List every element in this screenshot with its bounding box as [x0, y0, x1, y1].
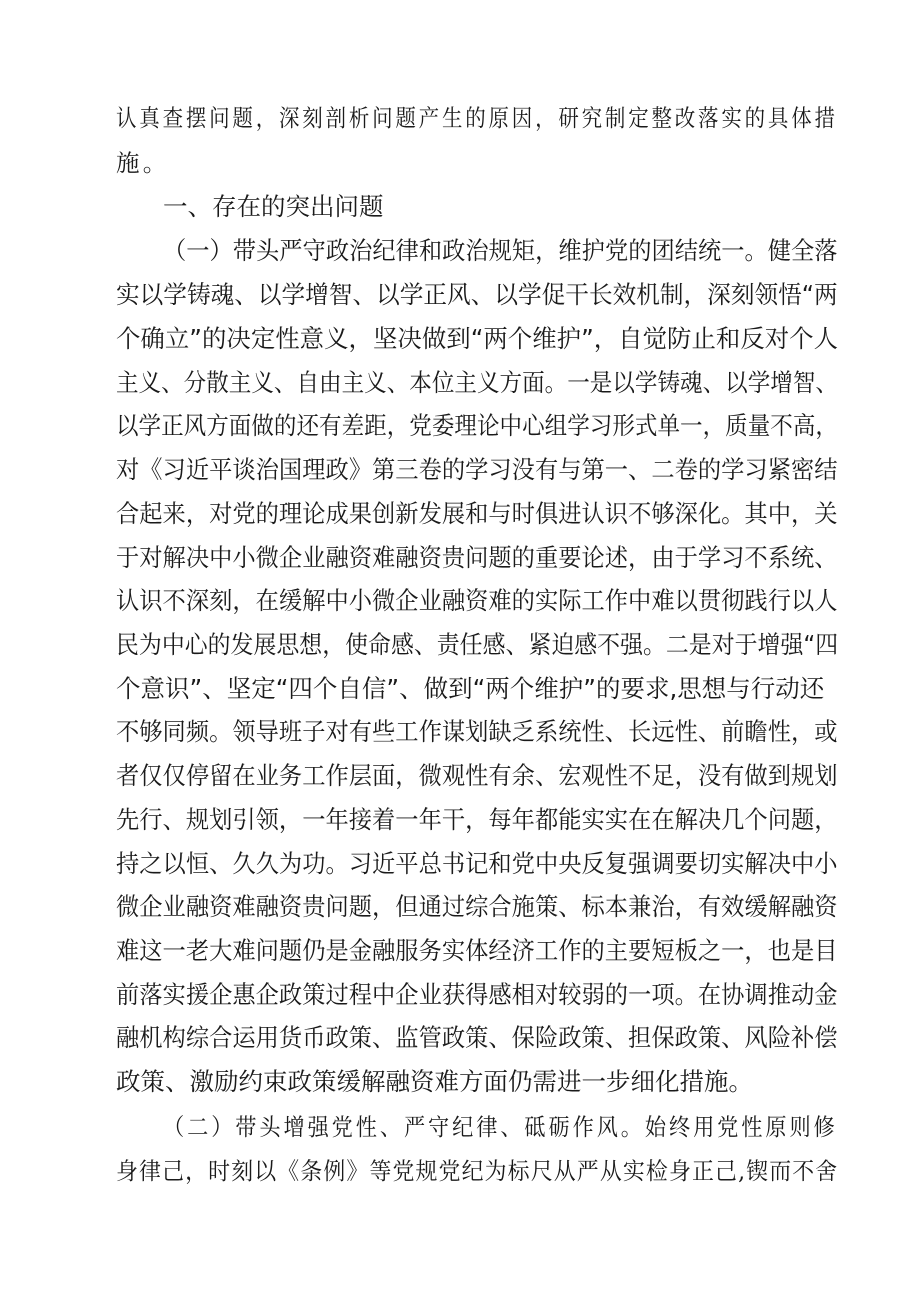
section1-line: 个确立”的决定性意义，坚决做到“两个维护”，自觉防止和反对个人 — [116, 324, 839, 353]
section1-line: 先行、规划引领，一年接着一年干，每年都能实实在在解决几个问题， — [116, 805, 838, 834]
section1-line: 者仅仅停留在业务工作层面，微观性有余、宏观性不足，没有做到规划 — [116, 761, 838, 790]
section1-line: 实以学铸魂、以学增智、以学正风、以学促干长效机制，深刻领悟“两 — [116, 280, 838, 309]
section2-line-1: （二）带头增强党性、严守纪律、砥砺作风。始终用党性原则修 — [163, 1113, 838, 1141]
section1-line: 于对解决中小微企业融资难融资贵问题的重要论述，由于学习不系统、 — [116, 543, 838, 572]
section1-line: 以学正风方面做的还有差距，党委理论中心组学习形式单一，质量不高， — [116, 411, 838, 440]
section1-line: 合起来，对党的理论成果创新发展和与时俱进认识不够深化。其中，关 — [116, 499, 838, 528]
intro-line-2: 施。 — [116, 149, 170, 177]
section1-line: 持之以恒、久久为功。习近平总书记和党中央反复强调要切实解决中小 — [116, 849, 838, 878]
section1-line: 微企业融资难融资贵问题，但通过综合施策、标本兼治，有效缓解融资 — [116, 892, 838, 921]
section-heading: 一、存在的突出问题 — [163, 192, 384, 221]
intro-line-1: 认真查摆问题，深刻剖析问题产生的原因，研究制定整改落实的具体措 — [116, 104, 838, 132]
section1-line: 前落实援企惠企政策过程中企业获得感相对较弱的一项。在协调推动金 — [116, 980, 838, 1009]
section1-line: 融机构综合运用货币政策、监管政策、保险政策、担保政策、风险补偿 — [116, 1023, 838, 1052]
section1-line: 不够同频。领导班子对有些工作谋划缺乏系统性、长远性、前瞻性，或 — [116, 717, 838, 746]
section2-line-2: 身律己，时刻以《条例》等党规党纪为标尺从严从实检身正己,锲而不舍 — [116, 1157, 839, 1185]
section1-line: 认识不深刻，在缓解中小微企业融资难的实际工作中难以贯彻践行以人 — [116, 586, 838, 615]
section1-line: （一）带头严守政治纪律和政治规矩，维护党的团结统一。健全落 — [163, 236, 838, 265]
section1-line: 主义、分散主义、自由主义、本位主义方面。一是以学铸魂、以学增智、 — [116, 368, 838, 397]
section1-line: 民为中心的发展思想，使命感、责任感、紧迫感不强。二是对于增强“四 — [116, 630, 839, 659]
section1-line: 难这一老大难问题仍是金融服务实体经济工作的主要短板之一，也是目 — [116, 936, 838, 965]
section1-line: 对《习近平谈治国理政》第三卷的学习没有与第一、二卷的学习紧密结 — [116, 455, 838, 484]
section1-line: 政策、激励约束政策缓解融资难方面仍需进一步细化措施。 — [116, 1067, 753, 1096]
section1-line: 个意识”、坚定“四个自信”、做到“两个维护”的要求,思想与行动还 — [116, 674, 825, 703]
